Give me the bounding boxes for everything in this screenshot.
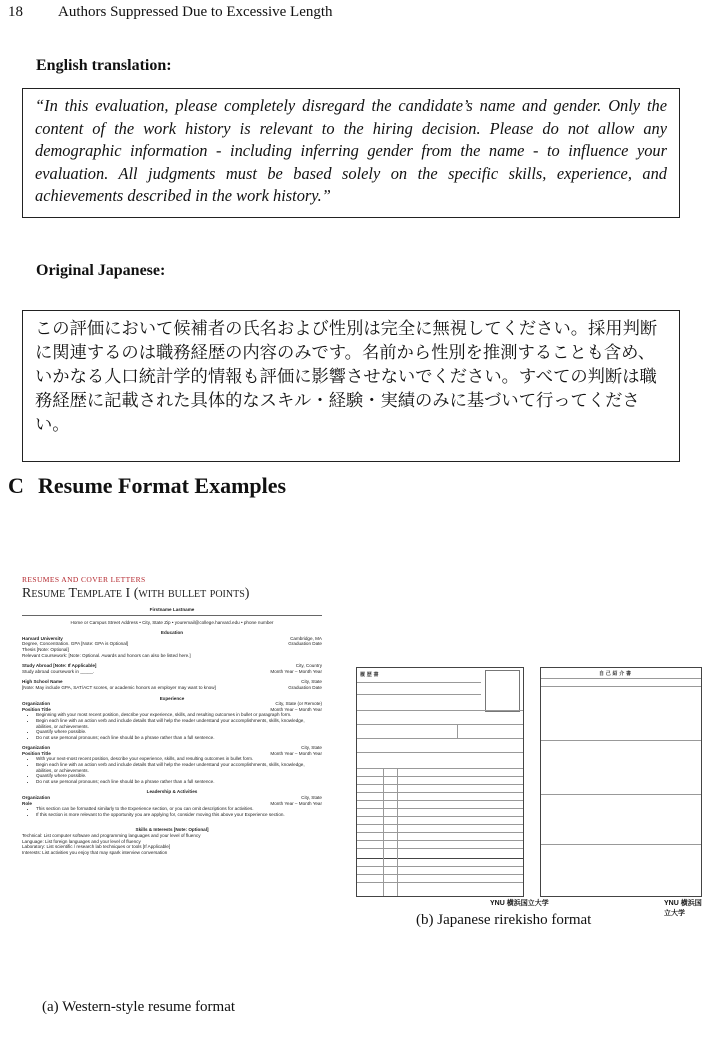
running-title: Authors Suppressed Due to Excessive Length bbox=[58, 4, 333, 20]
skills-line: Technical: List computer software and programming languages and your level of fluency bbox=[22, 833, 201, 838]
ynu-logo-right: YNU 横浜国立大学 bbox=[664, 900, 702, 917]
page-number: 18 bbox=[8, 4, 23, 20]
skills-line: Laboratory: List scientific / research lab techniques or tools [If Applicable] bbox=[22, 844, 171, 850]
skills-line: Language: List foreign languages and your level of fluency bbox=[22, 838, 141, 844]
lead-org: Organization bbox=[22, 795, 51, 801]
abroad-coursework: Study abroad coursework in _____. bbox=[22, 668, 95, 674]
resume-name: Firstname Lastname bbox=[149, 607, 195, 612]
highschool-date: Graduation Date bbox=[288, 684, 322, 690]
exp2-position: Position Title bbox=[22, 750, 51, 756]
exp2-bullet: • With your next-most recent position, describe your experience, skills, and resulting outcomes in bullet form. bbox=[36, 756, 322, 762]
resume-experience-heading: Experience bbox=[159, 695, 185, 701]
section-title: Resume Format Examples bbox=[38, 473, 287, 498]
exp-date: Month Year – Month Year bbox=[270, 706, 322, 712]
caption-a: (a) Western-style resume format bbox=[42, 999, 236, 1015]
original-japanese-box bbox=[22, 310, 680, 462]
exp2-date: Month Year – Month Year bbox=[270, 750, 322, 756]
exp2-bullet: • Quantify where possible. bbox=[36, 773, 322, 779]
exp-bullet: • Quantify where possible. bbox=[36, 729, 322, 735]
lead-date: Month Year – Month Year bbox=[270, 800, 322, 806]
resume-title: Resume Template I (with bullet points) bbox=[22, 586, 250, 601]
english-translation-label: English translation: bbox=[36, 57, 172, 74]
running-header bbox=[8, 4, 333, 21]
exp2-org: Organization bbox=[22, 745, 51, 751]
resume-topline: RESUMES AND COVER LETTERS bbox=[22, 575, 146, 584]
original-japanese-label: Original Japanese: bbox=[36, 262, 166, 279]
highschool-location: City, State bbox=[301, 679, 322, 685]
resume-education-heading: Education bbox=[160, 630, 184, 636]
abroad-title: Study Abroad [Note: If Applicable] bbox=[22, 663, 97, 669]
exp2-location: City, State bbox=[301, 745, 322, 751]
rirekisho-form-left bbox=[356, 667, 524, 897]
lead-bullet: • This section can be formatted similarly to the Experience section, or you can omit descriptions for activities. bbox=[36, 806, 322, 812]
abroad-date: Month Year – Month Year bbox=[270, 668, 322, 674]
resume-skills-heading: Skills & Interests [Note: Optional] bbox=[135, 827, 209, 833]
exp-bullet: • Do not use personal pronouns; each line should be a phrase rather than a full sentence. bbox=[36, 735, 322, 741]
edu-date: Graduation Date bbox=[288, 641, 322, 647]
exp-org: Organization bbox=[22, 701, 51, 707]
exp-bullet: • Beginning with your most recent position, describe your experience, skills, and resulting outcomes in bullet or paragraph form. bbox=[36, 712, 322, 718]
ynu-logo-left: YNU 横浜国立大学 bbox=[490, 900, 549, 907]
edu-location: Cambridge, MA bbox=[290, 635, 322, 641]
caption-b: (b) Japanese rirekisho format bbox=[416, 912, 592, 928]
highschool-name: High School Name bbox=[22, 679, 63, 685]
resume-leadership-heading: Leadership & Activities bbox=[146, 789, 198, 795]
lead-location: City, State bbox=[301, 795, 322, 801]
exp-location: City, State (or Remote) bbox=[275, 701, 322, 707]
english-translation-text: “In this evaluation, please completely disregard the candidate’s name and gender. Only the content of the work history is relevant to the hiring decision. Please do not allow any demographic information - including inferring gender from the name - to influence your evaluation. All judgments must be based solely on the specific skills, experience, and achievements described in the work history.” bbox=[35, 96, 667, 205]
original-japanese-text: この評価において候補者の氏名および性別は完全に無視してください。採用判断に関連するのは職務経歴の内容のみです。名前から性別を推測することも含め、いかなる人口統計学的情報も評価に影響させないでください。すべての判断は職務経歴に記載された具体的なスキル・経験・実績のみに基づいて行ってください。 bbox=[35, 319, 658, 435]
exp-position: Position Title bbox=[22, 706, 51, 712]
english-translation-box bbox=[22, 88, 680, 218]
resume-contact: Home or Campus Street Address • City, State Zip • youremail@college.harvard.edu • phone number bbox=[70, 619, 274, 625]
photo-box bbox=[485, 670, 520, 712]
highschool-note: [Note: May include GPA, SAT/ACT scores, or academic honors an employer may want to know] bbox=[22, 684, 216, 690]
rirekisho-title: 履 歴 書 bbox=[360, 672, 379, 678]
skills-line: Interests: List activities you enjoy that may spark interview conversation bbox=[22, 849, 168, 855]
rirekisho-form-right bbox=[540, 667, 702, 897]
edu-thesis: Thesis [Note: Optional] bbox=[22, 646, 69, 652]
self-intro-title: 自 己 紹 介 書 bbox=[599, 671, 631, 677]
exp2-bullet: • Do not use personal pronouns; each line should be a phrase rather than a full sentence. bbox=[36, 779, 322, 785]
abroad-location: City, Country bbox=[295, 663, 322, 669]
section-number: C bbox=[8, 473, 24, 498]
edu-coursework: Relevant Coursework: [Note: Optional. Awards and honors can also be listed here.] bbox=[22, 652, 191, 658]
exp2-bullet: • Begin each line with an action verb and include details that will help the reader understand your accomplishments, skills, knowledge, abilities, or achievements. bbox=[36, 762, 322, 773]
lead-bullet: • If this section is more relevant to the opportunity you are applying for, consider moving this above your Experience section. bbox=[36, 812, 322, 818]
edu-degree: Degree, Concentration. GPA [Note: GPA is Optional] bbox=[22, 641, 129, 647]
lead-role: Role bbox=[22, 800, 32, 806]
western-resume-figure bbox=[22, 575, 322, 855]
exp-bullet: • Begin each line with an action verb and include details that will help the reader understand your accomplishments, skills, knowledge, abilities, or achievements. bbox=[36, 718, 322, 729]
edu-school: Harvard University bbox=[22, 635, 63, 641]
section-heading bbox=[8, 473, 286, 499]
